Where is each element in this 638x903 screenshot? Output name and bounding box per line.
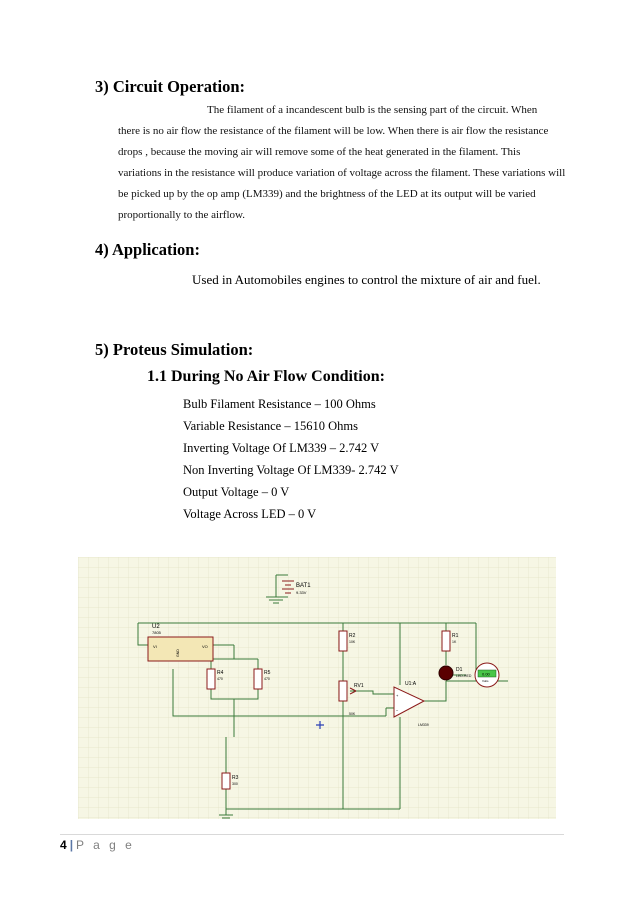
proteus-schematic — [78, 557, 556, 819]
measurement-item: Output Voltage – 0 V — [183, 485, 290, 499]
paragraph-line: proportionally to the airflow. — [118, 209, 245, 221]
label-r4-value: 470 — [217, 677, 223, 681]
footer-separator: | — [69, 838, 74, 852]
label-u1a: U1:A — [405, 681, 417, 687]
section-4-heading: 4) Application: — [95, 240, 200, 259]
led-d1 — [439, 666, 453, 680]
measurement-item: Voltage Across LED – 0 V — [183, 507, 317, 521]
page-footer — [60, 838, 135, 852]
measurement-item: Bulb Filament Resistance – 100 Ohms — [183, 397, 376, 411]
resistor-r5 — [254, 669, 262, 689]
resistor-r1 — [442, 631, 450, 651]
measurement-item: Inverting Voltage Of LM339 – 2.742 V — [183, 441, 380, 455]
label-r3: R3 — [232, 775, 239, 781]
measurement-item: Variable Resistance – 15610 Ohms — [183, 419, 358, 433]
label-r2-value: 10K — [349, 640, 356, 644]
label-r3-value: 300 — [232, 782, 238, 786]
application-text: Used in Automobiles engines to control the mixture of air and fuel. — [192, 272, 541, 287]
regulator-u2 — [148, 637, 213, 661]
svg-text:−: − — [396, 708, 399, 713]
section-3-heading: 3) Circuit Operation: — [95, 77, 246, 96]
label-rv1-value: 50K — [349, 712, 356, 716]
voltmeter-reading: 0.00 — [482, 671, 490, 677]
label-u2: U2 — [152, 624, 160, 630]
paragraph-line: be picked up by the op amp (LM339) and the brightness of the LED at its output will be varied — [118, 188, 536, 200]
label-r2: R2 — [349, 633, 356, 639]
measurement-item: Non Inverting Voltage Of LM339- 2.742 V — [183, 463, 399, 477]
label-r5: R5 — [264, 670, 271, 676]
label-bat1-value: 9.33V — [296, 590, 307, 595]
label-r1: R1 — [452, 633, 459, 639]
label-u1-value: LM339 — [418, 723, 429, 727]
resistor-r3 — [222, 773, 230, 789]
voltmeter-unit: Volts — [482, 679, 489, 683]
label-rv1: RV1 — [354, 683, 364, 689]
paragraph-line: The filament of a incandescent bulb is the sensing part of the circuit. When — [207, 104, 538, 116]
footer-rule — [60, 834, 564, 835]
label-u2-value: 7805 — [152, 630, 161, 635]
label-d1: D1 — [456, 667, 463, 673]
label-vo: VO — [202, 644, 208, 649]
label-r5-value: 470 — [264, 677, 270, 681]
label-gnd: GND — [176, 649, 180, 657]
paragraph-line: there is no air flow the resistance of the filament will be low. When there is air flow the resistance — [118, 125, 549, 137]
paragraph-line: drops , because the moving air will remove some of the heat generated in the filament. This — [118, 146, 521, 158]
label-vi: VI — [153, 644, 157, 649]
schematic-grid — [78, 557, 556, 819]
label-r1-value: 1K — [452, 640, 457, 644]
svg-text:+: + — [396, 693, 399, 698]
resistor-r2 — [339, 631, 347, 651]
label-r4: R4 — [217, 670, 224, 676]
section-5-heading: 5) Proteus Simulation: — [95, 340, 254, 359]
paragraph-line: variations in the resistance will produce variation of voltage across the filament. These variations will — [118, 167, 566, 179]
potentiometer-rv1 — [339, 681, 347, 701]
label-bat1: BAT1 — [296, 583, 311, 589]
label-d1-value: LED-RED — [456, 674, 472, 678]
page-number: 4 — [60, 838, 67, 852]
page-label: P a g e — [76, 838, 135, 852]
resistor-r4 — [207, 669, 215, 689]
sub-heading: 1.1 During No Air Flow Condition: — [147, 368, 385, 385]
